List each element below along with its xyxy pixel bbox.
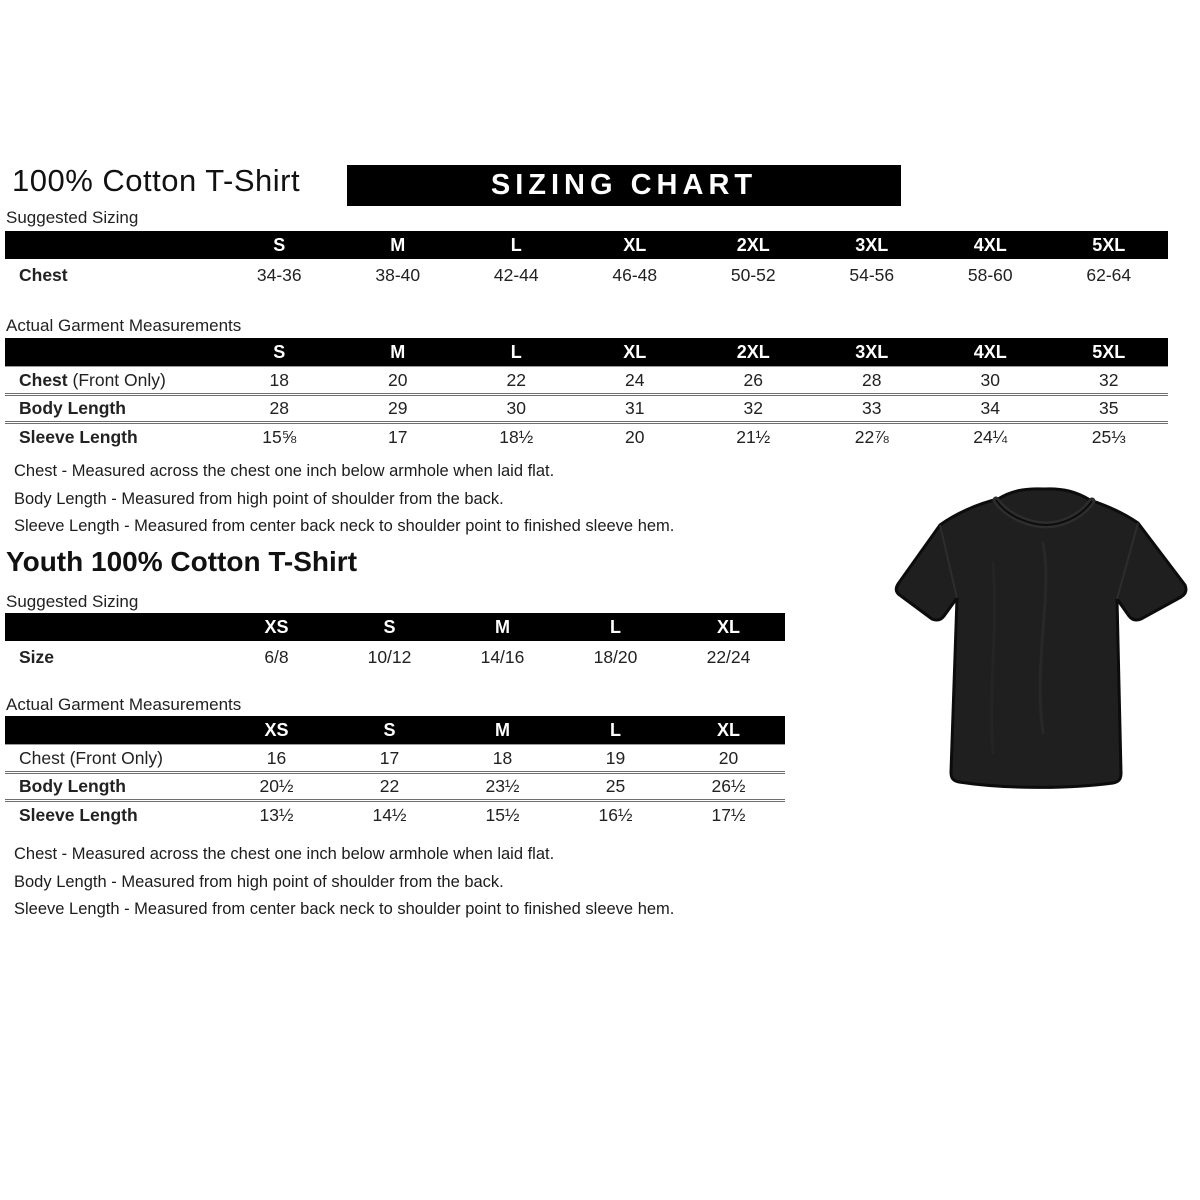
table-row [5, 423, 1168, 451]
column-header-5xl: 5XL [1050, 231, 1169, 259]
measurement-value-cell: 62-64 [1086, 265, 1132, 285]
measurement-value-cell: 28 [862, 369, 882, 390]
measurement-note: Body Length - Measured from high point of shoulder from the back. [14, 489, 504, 508]
measurement-value-cell: 24¼ [973, 426, 1008, 447]
sizing-chart-banner [347, 165, 901, 206]
measurement-value-cell: 20½ [259, 776, 294, 796]
youth-actual-measurements-table [5, 716, 785, 829]
measurement-value-cell: 50-52 [730, 265, 776, 285]
measurement-value-cell: 19 [605, 747, 626, 768]
column-header-2xl: 2XL [694, 338, 813, 367]
measurement-value-cell: 35 [1099, 398, 1119, 418]
header-corner-cell [5, 716, 220, 745]
measurement-value-cell: 20 [388, 369, 408, 390]
column-header-3xl: 3XL [813, 338, 932, 367]
youth-measurement-notes [14, 841, 674, 924]
column-header-xl: XL [576, 231, 695, 259]
measurement-value-cell: 21½ [736, 426, 771, 447]
youth-suggested-sizing-label: Suggested Sizing [6, 592, 139, 611]
adult-suggested-sizing-table [5, 231, 1168, 292]
measurement-note: Chest - Measured across the chest one inch below armhole when laid flat. [14, 462, 555, 480]
youth-section-title: Youth 100% Cotton T-Shirt [6, 546, 358, 577]
measurement-value-cell: 18 [492, 747, 513, 768]
measurement-value-cell: 22/24 [706, 647, 751, 667]
measurement-value-cell: 54-56 [849, 265, 895, 285]
measurement-value-cell: 22 [379, 776, 400, 796]
adult-actual-measurements-table [5, 338, 1168, 451]
column-header-m: M [339, 338, 458, 367]
tshirt-illustration [893, 473, 1195, 821]
table-row [5, 745, 785, 773]
row-label: Body Length [19, 776, 126, 796]
measurement-value-cell: 32 [1099, 369, 1119, 390]
column-header-l: L [457, 338, 576, 367]
measurement-note: Sleeve Length - Measured from center back neck to shoulder point to finished sleeve hem. [14, 517, 675, 535]
measurement-value-cell: 16 [266, 747, 287, 768]
table-row [5, 801, 785, 829]
measurement-value-cell: 25⅓ [1091, 426, 1126, 447]
column-header-l: L [559, 716, 672, 745]
measurement-value-cell: 14/16 [480, 647, 525, 667]
measurement-value-cell: 10/12 [367, 647, 412, 667]
column-header-xs: XS [220, 613, 333, 641]
column-header-l: L [559, 613, 672, 641]
measurement-value-cell: 32 [743, 398, 763, 418]
row-label: Chest (Front Only) [19, 747, 163, 768]
column-header-m: M [446, 613, 559, 641]
row-label: Chest [19, 265, 68, 285]
column-header-3xl: 3XL [813, 231, 932, 259]
measurement-value-cell: 46-48 [612, 265, 658, 285]
measurement-value-cell: 24 [625, 369, 645, 390]
measurement-value-cell: 17½ [711, 804, 746, 825]
measurement-value-cell: 17 [379, 747, 400, 768]
row-label: Size [19, 647, 55, 667]
tshirt-product-image [893, 473, 1195, 821]
column-header-s: S [333, 613, 446, 641]
column-header-4xl: 4XL [931, 338, 1050, 367]
measurement-value-cell: 18 [269, 369, 289, 390]
header-corner-cell [5, 231, 220, 259]
adult-measurement-notes [14, 458, 674, 541]
sizing-chart-banner-label: SIZING CHART [490, 169, 758, 201]
measurement-value-cell: 58-60 [967, 265, 1013, 285]
measurement-value-cell: 28 [269, 398, 289, 418]
table-row [5, 773, 785, 801]
column-header-4xl: 4XL [931, 231, 1050, 259]
column-header-2xl: 2XL [694, 231, 813, 259]
measurement-value-cell: 22 [506, 369, 526, 390]
measurement-value-cell: 22⅞ [854, 426, 889, 447]
column-header-m: M [339, 231, 458, 259]
page-title: 100% Cotton T-Shirt [12, 163, 301, 198]
adult-actual-measurements-label: Actual Garment Measurements [6, 316, 242, 335]
column-header-s: S [220, 338, 339, 367]
measurement-value-cell: 30 [980, 369, 1000, 390]
table-row [5, 259, 1168, 292]
measurement-value-cell: 13½ [259, 804, 294, 825]
measurement-value-cell: 16½ [598, 804, 633, 825]
adult-suggested-sizing-label: Suggested Sizing [6, 208, 139, 227]
measurement-note: Sleeve Length - Measured from center back neck to shoulder point to finished sleeve hem. [14, 900, 675, 918]
measurement-value-cell: 23½ [485, 776, 520, 796]
measurement-value-cell: 14½ [372, 804, 407, 825]
column-header-m: M [446, 716, 559, 745]
measurement-value-cell: 17 [388, 426, 408, 447]
measurement-value-cell: 34-36 [256, 265, 302, 285]
measurement-value-cell: 31 [625, 398, 645, 418]
youth-suggested-sizing-table [5, 613, 785, 674]
column-header-s: S [220, 231, 339, 259]
measurement-value-cell: 34 [980, 398, 1000, 418]
table-row [5, 395, 1168, 423]
measurement-value-cell: 6/8 [264, 647, 289, 667]
measurement-value-cell: 33 [862, 398, 882, 418]
column-header-xl: XL [672, 716, 785, 745]
measurement-value-cell: 15½ [485, 804, 520, 825]
measurement-value-cell: 25 [605, 776, 626, 796]
measurement-value-cell: 18½ [499, 426, 534, 447]
measurement-value-cell: 38-40 [375, 265, 421, 285]
youth-actual-measurements-label: Actual Garment Measurements [6, 695, 242, 714]
measurement-value-cell: 26½ [711, 776, 746, 796]
measurement-value-cell: 26 [743, 369, 763, 390]
measurement-note: Body Length - Measured from high point of shoulder from the back. [14, 872, 504, 891]
measurement-value-cell: 18/20 [593, 647, 638, 667]
row-label: Sleeve Length [19, 426, 138, 447]
header-corner-cell [5, 338, 220, 367]
column-header-s: S [333, 716, 446, 745]
column-header-l: L [457, 231, 576, 259]
table-row [5, 367, 1168, 395]
measurement-value-cell: 20 [625, 426, 645, 447]
table-row [5, 641, 785, 674]
column-header-xs: XS [220, 716, 333, 745]
row-label: Chest (Front Only) [19, 369, 166, 390]
measurement-value-cell: 15⅝ [262, 426, 297, 447]
header-corner-cell [5, 613, 220, 641]
column-header-5xl: 5XL [1050, 338, 1169, 367]
column-header-xl: XL [672, 613, 785, 641]
measurement-note: Chest - Measured across the chest one inch below armhole when laid flat. [14, 845, 555, 863]
row-label: Sleeve Length [19, 804, 138, 825]
measurement-value-cell: 29 [388, 398, 408, 418]
measurement-value-cell: 42-44 [493, 265, 539, 285]
measurement-value-cell: 20 [718, 747, 739, 768]
measurement-value-cell: 30 [506, 398, 526, 418]
column-header-xl: XL [576, 338, 695, 367]
row-label: Body Length [19, 398, 126, 418]
